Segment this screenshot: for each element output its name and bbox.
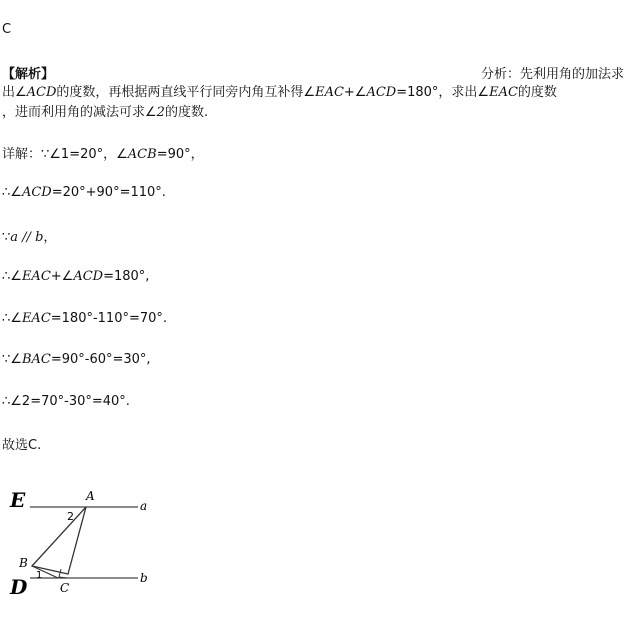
label-b: b (140, 571, 148, 585)
parallel-sign: // (18, 230, 36, 245)
label-A: A (86, 489, 95, 503)
text: =90°， (156, 147, 204, 162)
line-name: a (10, 230, 19, 245)
text: =90°-60°=30°, (50, 352, 151, 367)
angle-name: EAC (315, 85, 344, 100)
angle-name: ACD (21, 185, 52, 200)
text: 详解：∵∠1=20°，∠ (2, 147, 128, 162)
answer-letter: C (2, 22, 12, 37)
text: 的度数，再根据两直线平行同旁内角互补得∠ (56, 85, 316, 100)
text: =20°+90°=110°. (51, 185, 166, 200)
text: =180°，求出∠ (396, 85, 490, 100)
angle-name: ACB (127, 147, 157, 162)
label-angle-2: 2 (67, 510, 74, 523)
text: =180°, (103, 269, 150, 284)
text: ∵∠ (2, 352, 22, 367)
text: ，进而利用角的减法可求∠ (2, 105, 157, 120)
text: ∵ (2, 230, 11, 245)
text: ∴∠ (2, 311, 22, 326)
text: 故选 (2, 438, 29, 453)
angle-name: ACD (73, 269, 104, 284)
angle-name: BAC (21, 352, 51, 367)
text: . (37, 438, 42, 453)
label-a: a (140, 499, 148, 513)
label-D: D (10, 575, 28, 599)
text: +∠ (50, 269, 74, 284)
text: ∴∠2=70°-30°=40°. (2, 394, 130, 409)
analysis-header: 【解析】 (2, 67, 55, 82)
angle-name: EAC (21, 269, 51, 284)
analysis-label: 分析：先利用角的加法求 (480, 67, 624, 82)
angle-name: ACD (366, 85, 397, 100)
angle-name: ACD (26, 85, 57, 100)
text: ∴∠ (2, 185, 22, 200)
angle-name: EAC (21, 311, 51, 326)
choice-letter: C (28, 438, 38, 453)
label-angle-1: 1 (36, 570, 43, 581)
text: 出∠ (2, 85, 27, 100)
label-B: B (19, 556, 28, 570)
label-E: E (10, 488, 26, 512)
label-C: C (60, 581, 70, 595)
line-name: b (35, 230, 44, 245)
angle-name: EAC (489, 85, 518, 100)
text: +∠ (343, 85, 367, 100)
text: 的度数. (164, 105, 209, 120)
triangle-abc (32, 507, 86, 574)
text: 的度数 (517, 85, 557, 100)
text: =180°-110°=70°. (50, 311, 168, 326)
text: ∴∠ (2, 269, 22, 284)
angle-name: 2 (156, 105, 165, 120)
text: ， (43, 230, 57, 245)
